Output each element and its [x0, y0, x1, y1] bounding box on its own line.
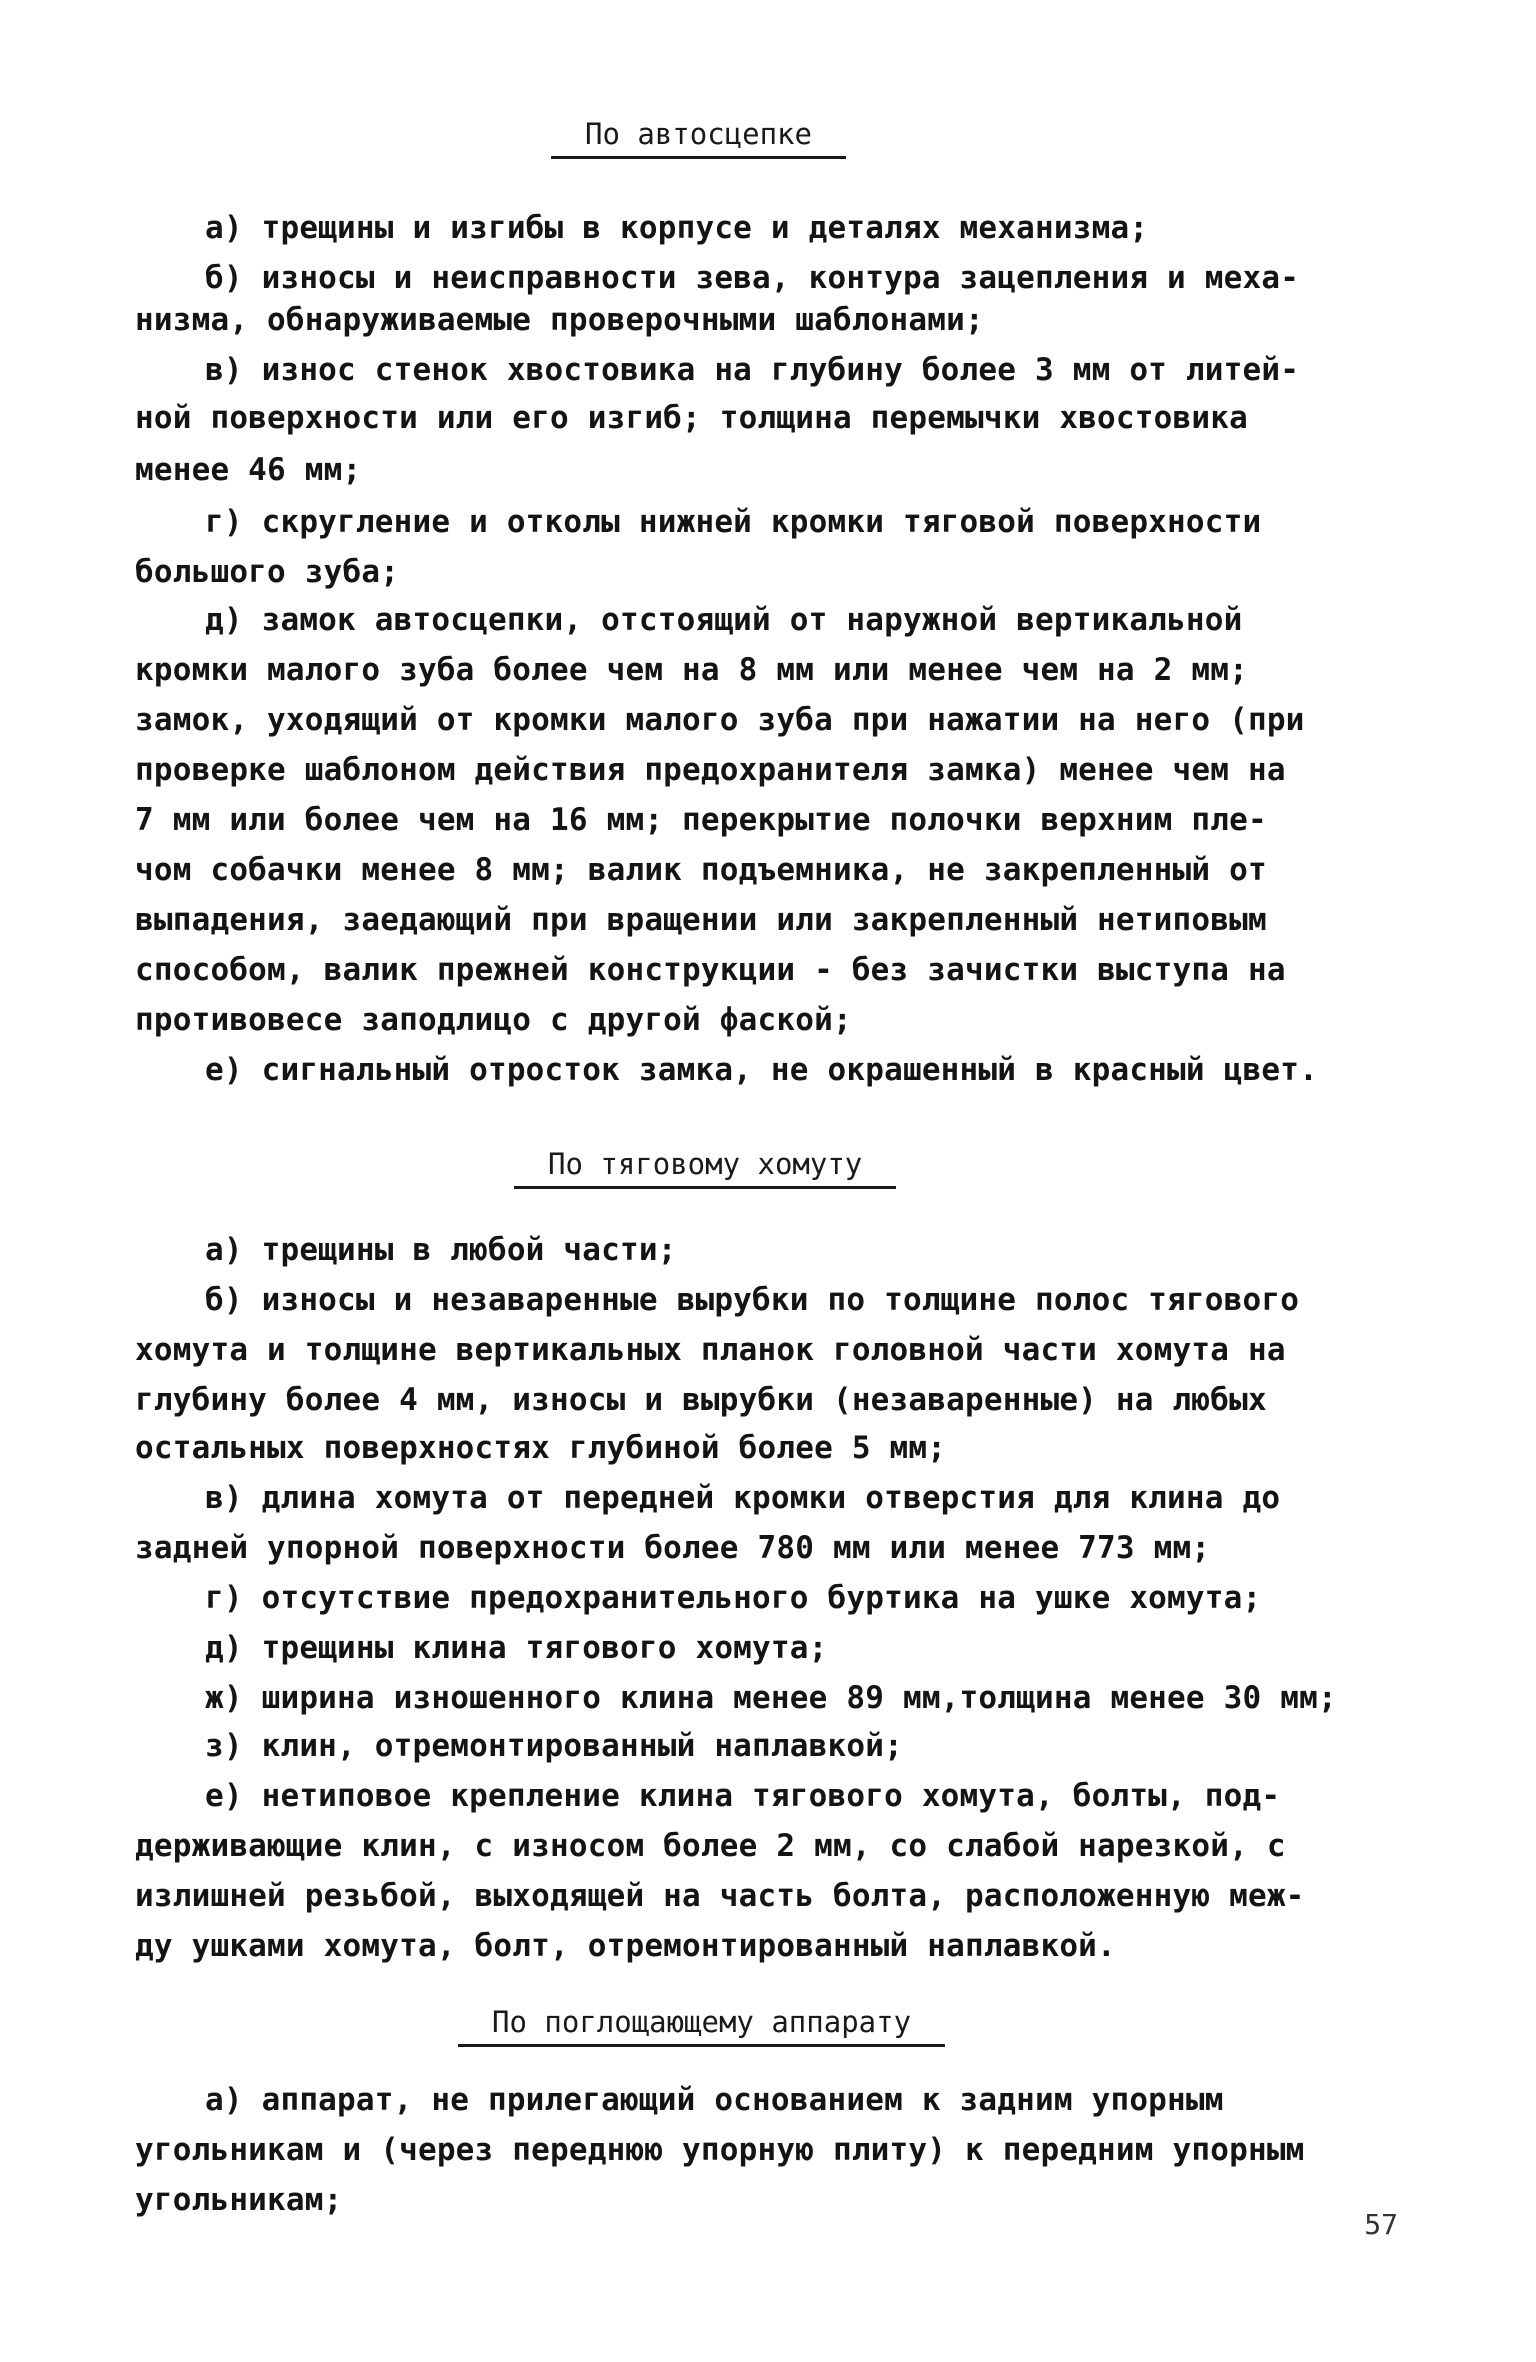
text-line: менее 46 мм;: [135, 452, 362, 488]
text-line: б) износы и незаваренные вырубки по толщине полос тягового: [205, 1282, 1300, 1318]
text-line: в) износ стенок хвостовика на глубину более 3 мм от литей-: [205, 352, 1300, 388]
text-line: угольникам и (через переднюю упорную плиту) к передним упорным: [135, 2132, 1305, 2168]
text-line: е) сигнальный отросток замка, не окрашенный в красный цвет.: [205, 1052, 1318, 1088]
text-line: большого зуба;: [135, 554, 400, 590]
text-line: выпадения, заедающий при вращении или закрепленный нетиповым: [135, 902, 1267, 938]
text-line: низма, обнаруживаемые проверочными шаблонами;: [135, 302, 984, 338]
text-line: кромки малого зуба более чем на 8 мм или менее чем на 2 мм;: [135, 652, 1248, 688]
text-line: г) скругление и отколы нижней кромки тяговой поверхности: [205, 504, 1262, 540]
text-line: з) клин, отремонтированный наплавкой;: [205, 1728, 903, 1764]
text-line: а) аппарат, не прилегающий основанием к задним упорным: [205, 2082, 1224, 2118]
text-line: д) замок автосцепки, отстоящий от наружной вертикальной: [205, 602, 1243, 638]
text-line: чом собачки менее 8 мм; валик подъемника, не закрепленный от: [135, 852, 1267, 888]
text-line: излишней резьбой, выходящей на часть болта, расположенную меж-: [135, 1878, 1305, 1914]
text-line: д) трещины клина тягового хомута;: [205, 1630, 828, 1666]
text-line: в) длина хомута от передней кромки отверстия для клина до: [205, 1480, 1281, 1516]
section-heading-draft-yoke: По тяговому хомуту: [514, 1146, 896, 1189]
section-heading-autocoupler: По автосцепке: [551, 116, 846, 159]
text-line: ной поверхности или его изгиб; толщина перемычки хвостовика: [135, 400, 1248, 436]
section-heading-draft-gear: По поглощающему аппарату: [458, 2004, 945, 2047]
text-line: противовесе заподлицо с другой фаской;: [135, 1002, 852, 1038]
text-line: угольникам;: [135, 2182, 343, 2218]
text-line: остальных поверхностях глубиной более 5 мм;: [135, 1430, 947, 1466]
page-number: 57: [1364, 2208, 1398, 2241]
text-line: 7 мм или более чем на 16 мм; перекрытие полочки верхним пле-: [135, 802, 1267, 838]
text-line: способом, валик прежней конструкции - без зачистки выступа на: [135, 952, 1286, 988]
text-line: г) отсутствие предохранительного буртика на ушке хомута;: [205, 1580, 1262, 1616]
text-line: глубину более 4 мм, износы и вырубки (незаваренные) на любых: [135, 1382, 1267, 1418]
text-line: хомута и толщине вертикальных планок головной части хомута на: [135, 1332, 1286, 1368]
text-line: а) трещины в любой части;: [205, 1232, 677, 1268]
text-line: а) трещины и изгибы в корпусе и деталях механизма;: [205, 210, 1149, 246]
text-line: ж) ширина изношенного клина менее 89 мм,толщина менее 30 мм;: [205, 1680, 1337, 1716]
text-line: задней упорной поверхности более 780 мм или менее 773 мм;: [135, 1530, 1211, 1566]
text-line: б) износы и неисправности зева, контура зацепления и меха-: [205, 260, 1300, 296]
text-line: замок, уходящий от кромки малого зуба при нажатии на него (при: [135, 702, 1305, 738]
text-line: проверке шаблоном действия предохранителя замка) менее чем на: [135, 752, 1286, 788]
text-line: е) нетиповое крепление клина тягового хомута, болты, под-: [205, 1778, 1281, 1814]
text-line: держивающие клин, с износом более 2 мм, со слабой нарезкой, с: [135, 1828, 1286, 1864]
text-line: ду ушками хомута, болт, отремонтированный наплавкой.: [135, 1928, 1116, 1964]
